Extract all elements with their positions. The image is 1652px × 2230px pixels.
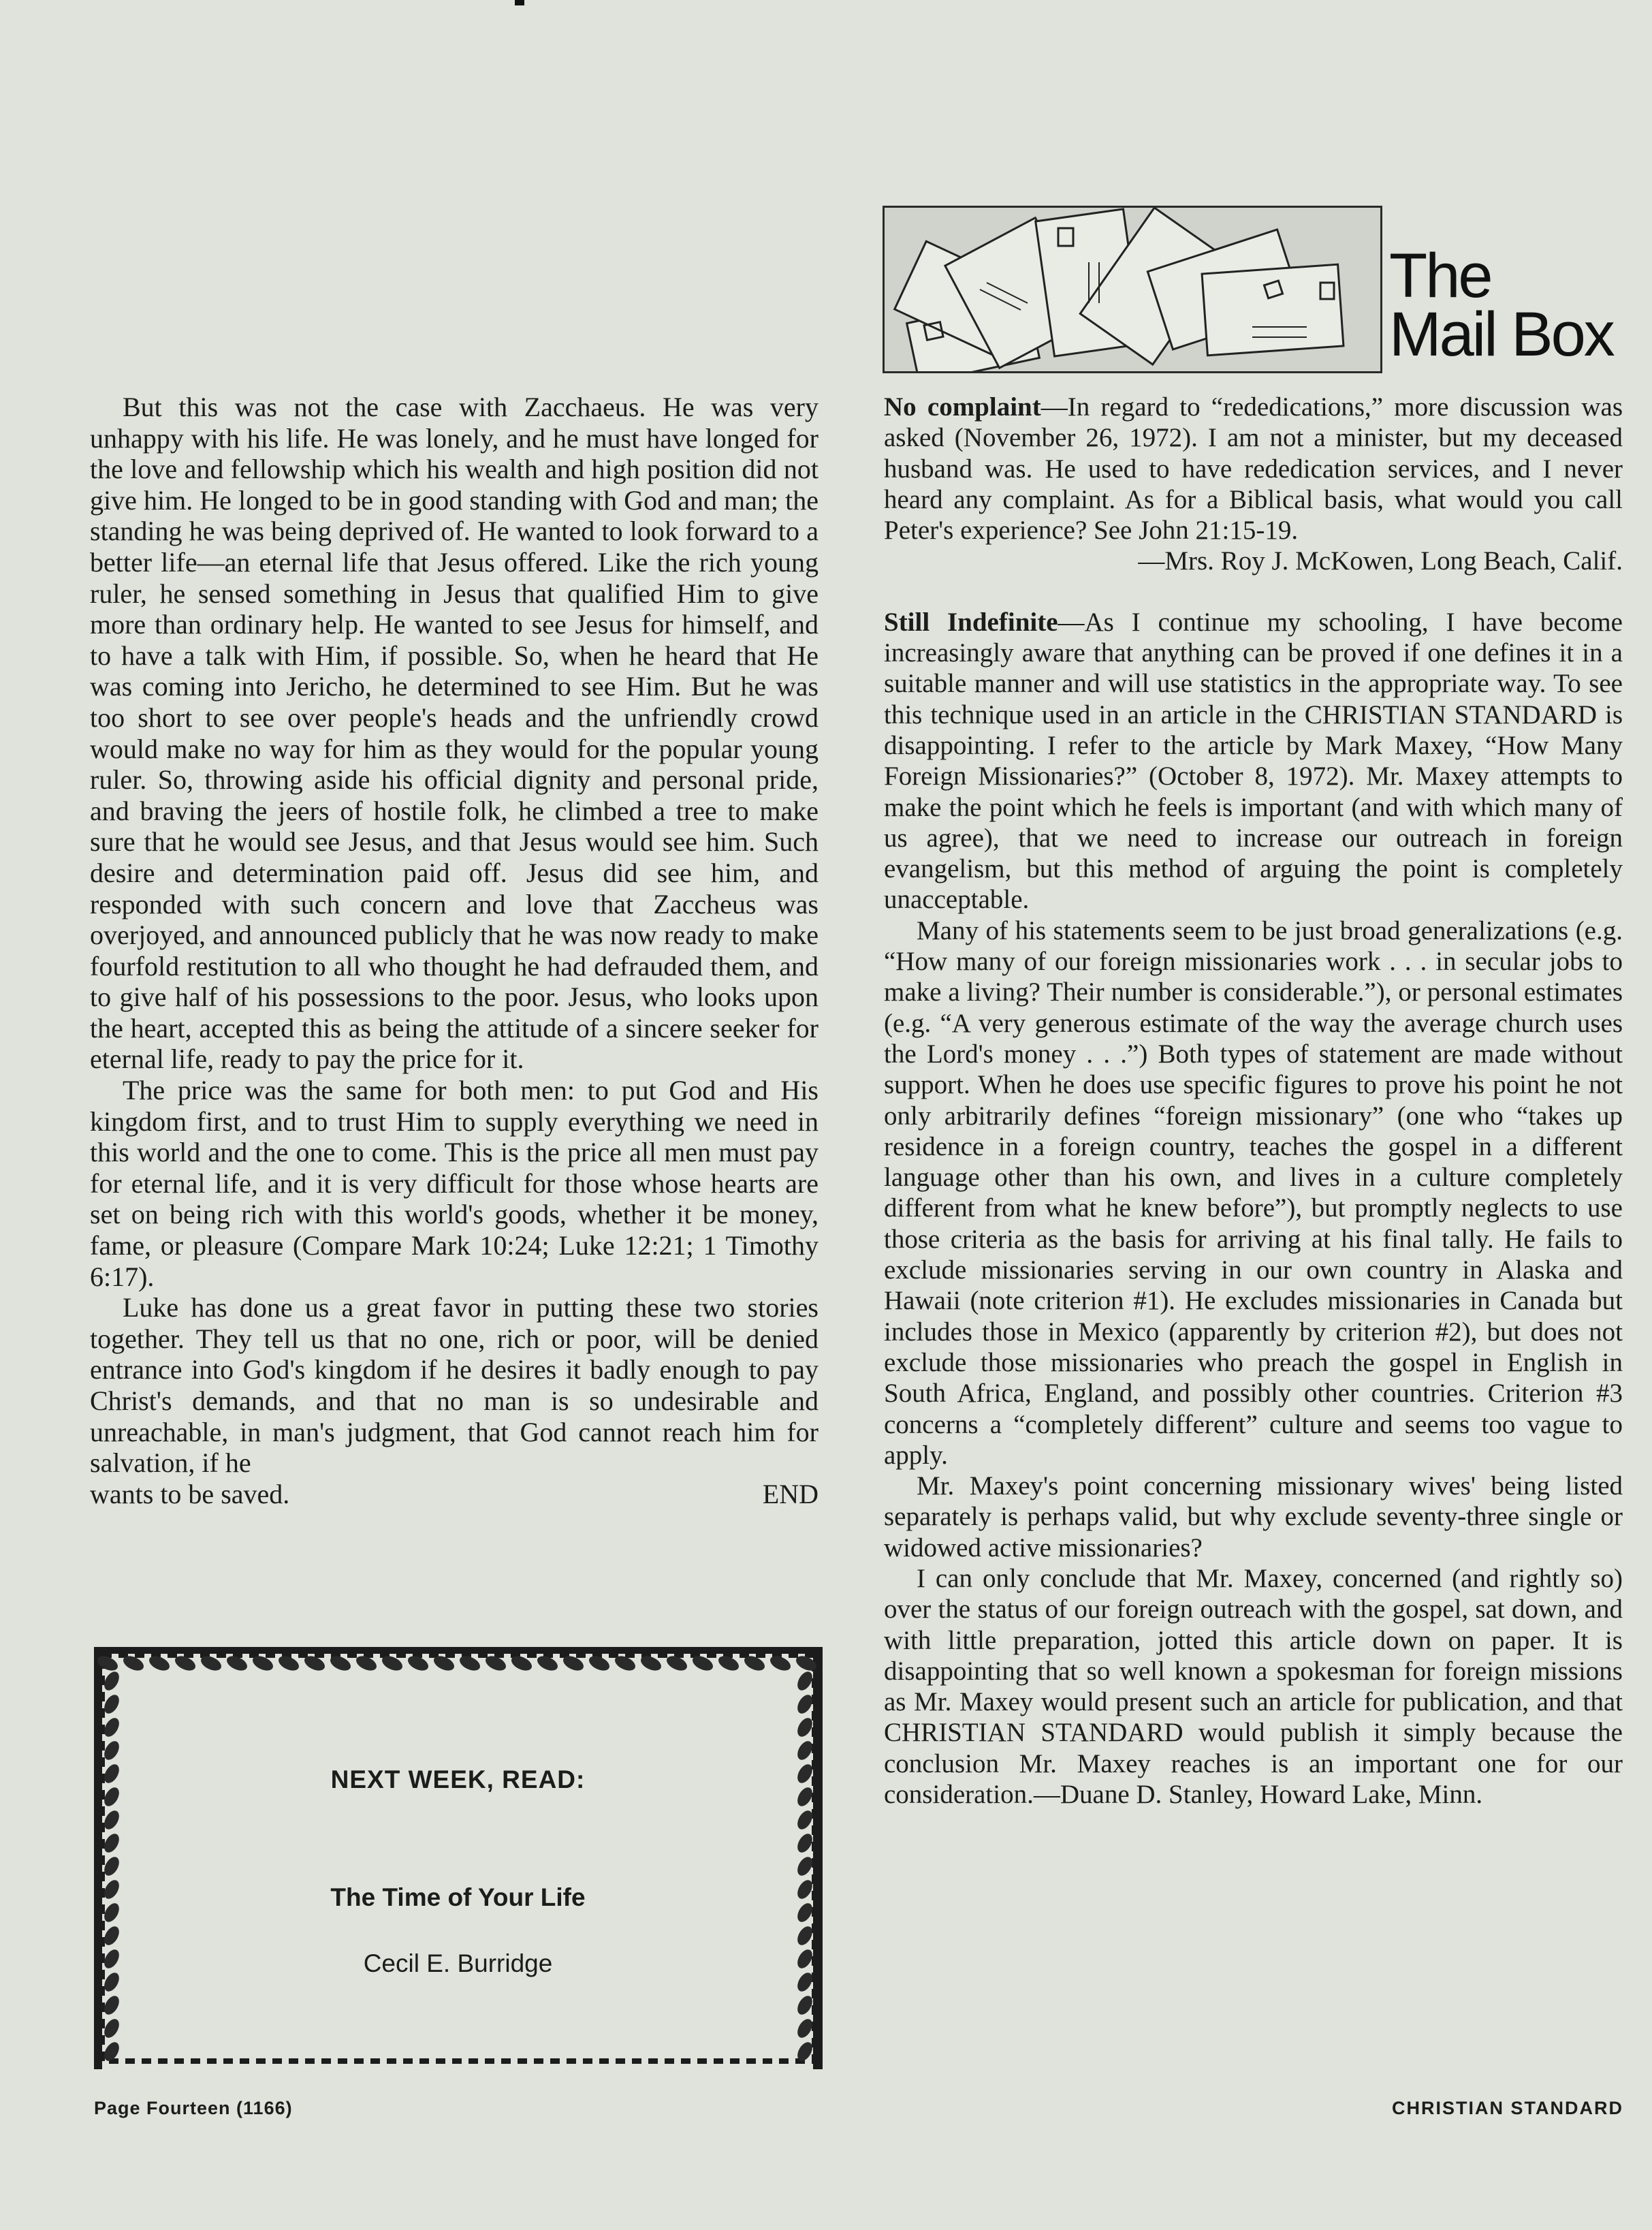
end-mark: END bbox=[762, 1478, 819, 1509]
letter-2 bbox=[884, 607, 1623, 915]
letter-2-paragraph: Mr. Maxey's point concerning missionary wives' being listed separately is perhaps valid, but why exclude seventy-three single or widowed active missionaries? bbox=[884, 1471, 1623, 1562]
letter-1 bbox=[884, 392, 1623, 546]
article-paragraph: But this was not the case with Zacchaeus. He was very unhappy with his life. He was lonely, and he must have longed for the love and fellowship which his wealth and high position did not give him. He longed to be in good standing with God and man; the standing he was being deprived of. He wanted to look forward to a better life—an eternal life that Jesus offered. Like the rich young ruler, he sensed something in Jesus that qualified Him to give more than ordinary help. He wanted to see Jesus for himself, and to have a talk with Him, if possible. So, when he heard that He was coming into Jericho, he determined to see Him. But he was too short to see over people's heads and the unfriendly crowd would make no way for him as they would for the popular young ruler. So, throwing aside his official dignity and personal pride, and braving the jeers of hostile folk, he climbed a tree to make sure that he would see Jesus, and that Jesus would see him. Such desire and determination paid off. Jesus did see him, and responded with such concern and love that Zaccheus was overjoyed, and announced publicly that he was now ready to make fourfold restitution to all who thought he had defrauded them, and to give half of his possessions to the poor. Jesus, who looks upon the heart, accepted this as being the attitude of a sincere seeker for eternal life, ready to pay the price for it. bbox=[90, 392, 819, 1075]
right-column bbox=[884, 392, 1623, 1810]
mailbox-title-line1: The bbox=[1389, 241, 1491, 311]
letter-2-text: —As I continue my schooling, I have become increasingly aware that anything can be proved if one defines it in a suitable manner and will use statistics in the appropriate way. To see this technique used in an article in the CHRISTIAN STANDARD is disappointing. I refer to the article by Mark Maxey, “How Many Foreign Missionaries?” (October 8, 1972). Mr. Maxey attempts to make the point which he feels is important (and with which many of us agree), that we need to increase our outreach in foreign evangelism, but this method of arguing the point is completely unacceptable. bbox=[884, 607, 1623, 915]
letter-1-signature: —Mrs. Roy J. McKowen, Long Beach, Calif. bbox=[1138, 546, 1623, 576]
letter-1-heading: No complaint bbox=[884, 392, 1041, 422]
article-paragraph: The price was the same for both men: to put God and His kingdom first, and to trust Him to supply everything we need in this world and the one to come. This is the price all men must pay for eternal life, and it is very difficult for those whose hearts are set on being rich with this world's goods, whether it be money, fame, or pleasure (Compare Mark 10:24; Luke 12:21; 1 Timothy 6:17). bbox=[90, 1075, 819, 1292]
mailbox-title-line2: Mail Box bbox=[1389, 300, 1613, 369]
mailbox-header bbox=[883, 206, 1625, 373]
article-last-line-text: wants to be saved. bbox=[90, 1478, 290, 1509]
letter-2-heading: Still Indefinite bbox=[884, 607, 1058, 637]
mailbox-title bbox=[1389, 241, 1613, 369]
publication-name: CHRISTIAN STANDARD bbox=[1392, 2098, 1623, 2118]
scan-mark bbox=[515, 0, 524, 5]
article-last-line bbox=[90, 1479, 819, 1510]
next-week-author: Cecil E. Burridge bbox=[363, 1949, 553, 1977]
next-week-label: NEXT WEEK, READ: bbox=[330, 1765, 586, 1793]
page-number: Page Fourteen (1166) bbox=[94, 2098, 293, 2118]
decorative-vine-border bbox=[94, 1647, 823, 2069]
envelopes-illustration bbox=[883, 206, 1382, 373]
next-week-title: The Time of Your Life bbox=[330, 1883, 586, 1911]
article-paragraph: Luke has done us a great favor in putting these two stories together. They tell us that no one, rich or poor, will be denied entrance into God's kingdom if he desires it badly enough to pay Christ's demands, and that no man is so undesirable and unreachable, in man's judgment, that God cannot reach him for salvation, if he bbox=[90, 1292, 819, 1479]
letter-1-text: —In regard to “rededications,” more discussion was asked (November 26, 1972). I am not a minister, but my deceased husband was. He used to have rededication services, and I never heard any complaint. As for a Biblical basis, what would you call Peter's experience? See John 21:15-19. bbox=[884, 392, 1623, 546]
left-column bbox=[90, 392, 819, 1509]
letter-2-paragraph: I can only conclude that Mr. Maxey, concerned (and rightly so) over the status of our foreign outreach with the gospel, sat down, and with little preparation, jotted this article down on paper. It is disappointing that so well known a spokesman for foreign missions as Mr. Maxey would present such an article for publication, and that CHRISTIAN STANDARD would publish it simply because the conclusion Mr. Maxey reaches is an important one for our consideration.—Duane D. Stanley, Howard Lake, Minn. bbox=[884, 1563, 1623, 1810]
letter-2-paragraph: Many of his statements seem to be just broad generalizations (e.g. “How many of our foreign missionaries work . . . in secular jobs to make a living? Their number is considerable.”), or personal estimates (e.g. “A very generous estimate of the way the average church uses the Lord's money . . .”) Both types of statement are made without support. When he does use specific figures to prove his point he not only arbitrarily defines “foreign missionary” (one who “takes up residence in a foreign country, teaches the gospel in a different language other than his own, and lives in a culture completely different from what he knew before”), but promptly neglects to use those criteria as the basis for arriving at his final tally. He fails to exclude missionaries serving in our own country in Alaska and Hawaii (note criterion #1). He excludes missionaries in Canada but includes those in Mexico (apparently by criterion #2), but does not exclude those missionaries who preach the gospel in English in South Africa, England, and possibly other countries. Criterion #3 concerns a “completely different” culture and seems too vague to apply. bbox=[884, 915, 1623, 1470]
